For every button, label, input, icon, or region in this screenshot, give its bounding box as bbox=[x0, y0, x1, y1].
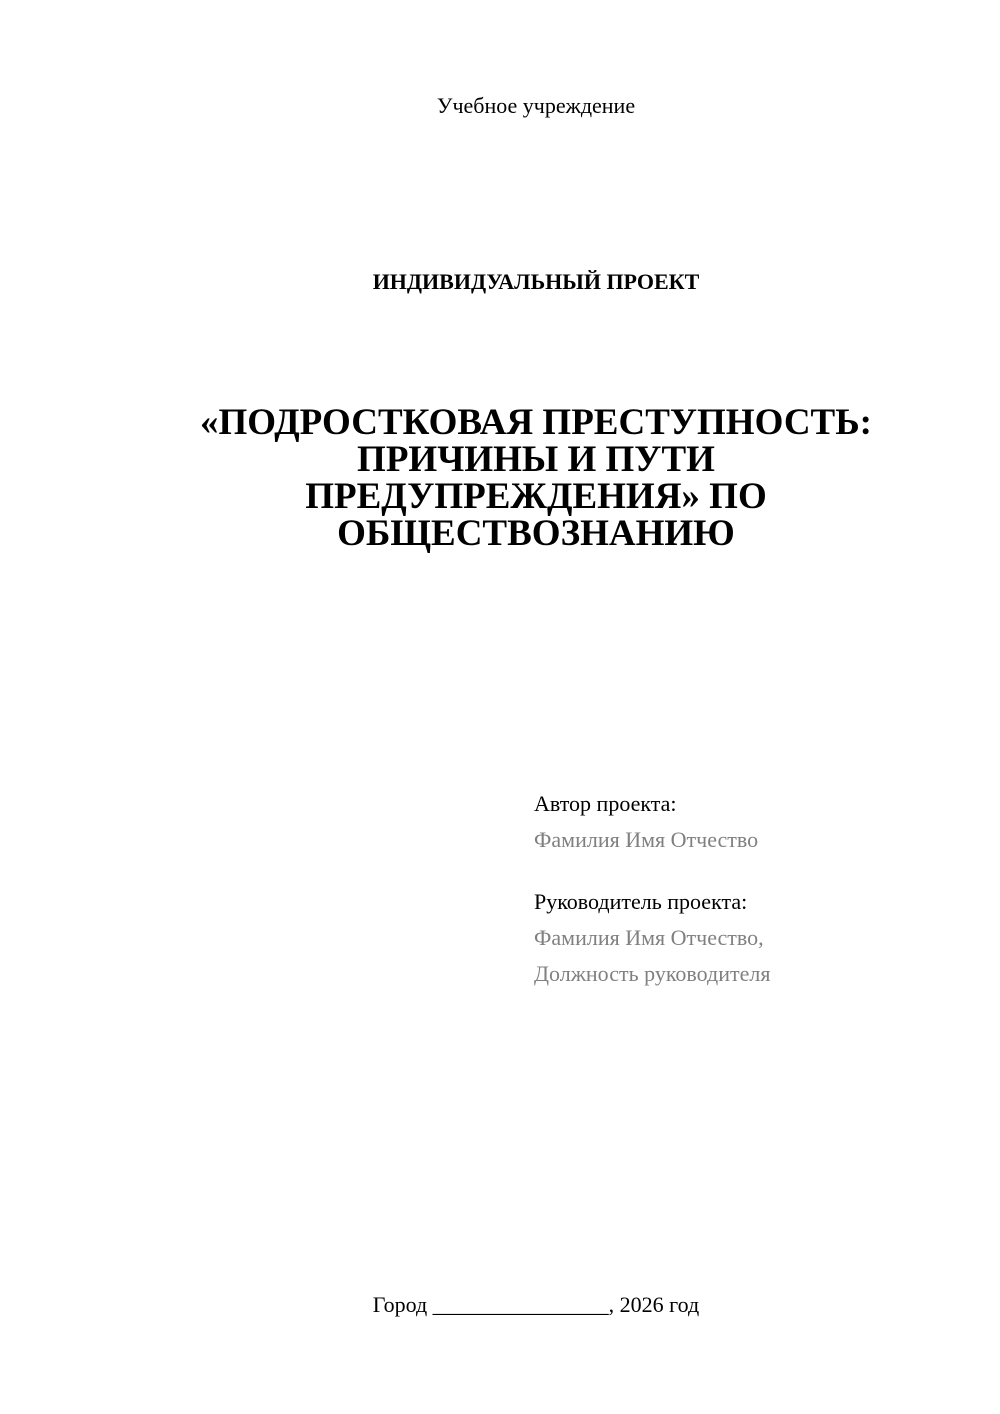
author-name: Фамилия Имя Отчество bbox=[534, 827, 759, 852]
project-title-line: «ПОДРОСТКОВАЯ ПРЕСТУПНОСТЬ: bbox=[200, 402, 872, 443]
author-label: Автор проекта: bbox=[534, 791, 677, 816]
city-year-footer: Город ________________, 2026 год bbox=[372, 1292, 700, 1317]
project-title-line: ПРЕДУПРЕЖДЕНИЯ» ПО bbox=[305, 476, 767, 517]
project-title-line: ПРИЧИНЫ И ПУТИ bbox=[357, 439, 715, 480]
institution-name: Учебное учреждение bbox=[436, 93, 636, 118]
supervisor-label: Руководитель проекта: bbox=[534, 889, 748, 914]
supervisor-position: Должность руководителя bbox=[534, 961, 771, 986]
project-title bbox=[170, 404, 902, 552]
credits-block bbox=[534, 790, 974, 988]
supervisor-name: Фамилия Имя Отчество, bbox=[534, 925, 764, 950]
project-title-line: ОБЩЕСТВОЗНАНИЮ bbox=[337, 513, 735, 554]
document-type-heading: ИНДИВИДУАЛЬНЫЙ ПРОЕКТ bbox=[372, 269, 700, 294]
